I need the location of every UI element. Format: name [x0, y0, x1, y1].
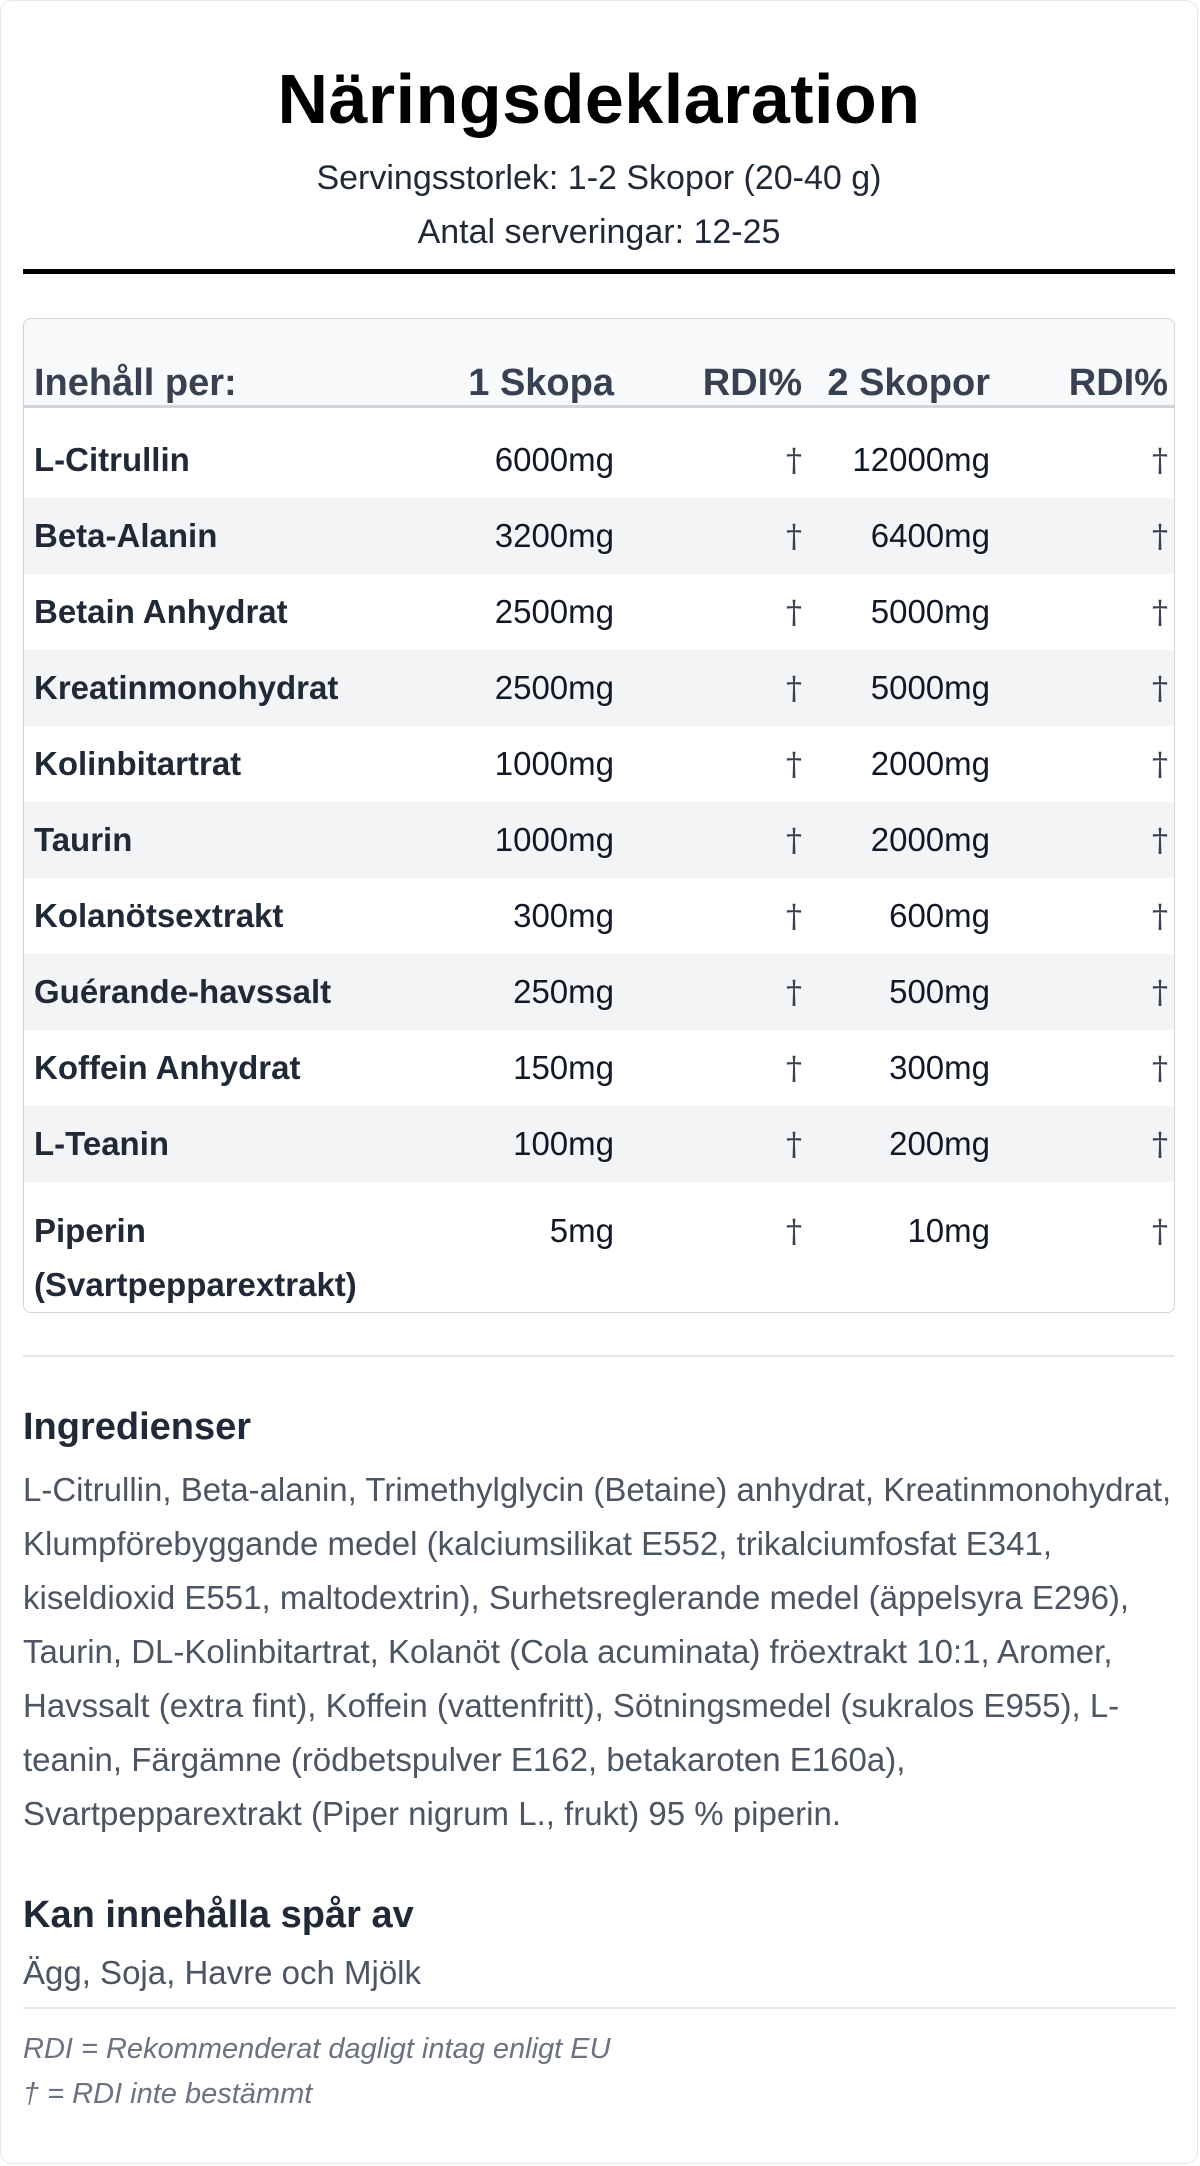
amount-two-scoops: 2000mg [812, 802, 1000, 878]
footnote-rdi: RDI = Rekommenderat dagligt intag enligt EU [23, 2033, 611, 2065]
rdi-one-scoop: † [624, 574, 812, 650]
rdi-one-scoop: † [624, 1106, 812, 1182]
amount-one-scoop: 3200mg [420, 498, 624, 574]
rdi-two-scoops: † [1000, 574, 1175, 650]
ingredient-name: L-Citrullin [24, 407, 420, 499]
ingredient-name: Kreatinmonohydrat [24, 650, 420, 726]
amount-one-scoop: 1000mg [420, 726, 624, 802]
servings-count: Antal serveringar: 12-25 [417, 213, 781, 251]
table-row [24, 407, 1175, 499]
amount-two-scoops: 300mg [812, 1030, 1000, 1106]
table-row [24, 954, 1175, 1030]
amount-one-scoop: 150mg [420, 1030, 624, 1106]
section-divider [23, 1355, 1175, 1357]
rdi-one-scoop: † [624, 1030, 812, 1106]
rdi-one-scoop: † [624, 726, 812, 802]
amount-one-scoop: 2500mg [420, 574, 624, 650]
ingredient-name: Guérande-havssalt [24, 954, 420, 1030]
amount-two-scoops: 5000mg [812, 650, 1000, 726]
amount-two-scoops: 600mg [812, 878, 1000, 954]
table-row [24, 1030, 1175, 1106]
ingredient-name: Beta-Alanin [24, 498, 420, 574]
rdi-two-scoops: † [1000, 726, 1175, 802]
ingredients-heading: Ingredienser [23, 1406, 252, 1448]
amount-two-scoops: 500mg [812, 954, 1000, 1030]
rdi-two-scoops: † [1000, 1106, 1175, 1182]
column-header-rdi-one: RDI% [624, 319, 812, 407]
ingredient-name: Taurin [24, 802, 420, 878]
amount-two-scoops: 2000mg [812, 726, 1000, 802]
table-row [24, 726, 1175, 802]
rdi-two-scoops: † [1000, 407, 1175, 499]
header-divider [23, 269, 1175, 274]
table-row [24, 650, 1175, 726]
rdi-one-scoop: † [624, 954, 812, 1030]
rdi-two-scoops: † [1000, 650, 1175, 726]
nutrition-table [24, 319, 1175, 1312]
page-title: Näringsdeklaration [277, 60, 921, 138]
amount-one-scoop: 6000mg [420, 407, 624, 499]
ingredient-name: Piperin (Svartpepparextrakt) [24, 1182, 420, 1312]
allergens-text: Ägg, Soja, Havre och Mjölk [23, 1954, 422, 1991]
table-row [24, 802, 1175, 878]
amount-two-scoops: 200mg [812, 1106, 1000, 1182]
amount-one-scoop: 5mg [420, 1182, 624, 1312]
ingredient-name: L-Teanin [24, 1106, 420, 1182]
amount-two-scoops: 12000mg [812, 407, 1000, 499]
rdi-two-scoops: † [1000, 498, 1175, 574]
table-header-row [24, 319, 1175, 407]
rdi-two-scoops: † [1000, 954, 1175, 1030]
footnote-dagger: † = RDI inte bestämmt [23, 2078, 313, 2110]
allergens-heading: Kan innehålla spår av [23, 1894, 414, 1936]
amount-one-scoop: 100mg [420, 1106, 624, 1182]
nutrition-table-container [23, 318, 1175, 1313]
ingredient-name: Koffein Anhydrat [24, 1030, 420, 1106]
table-row [24, 1182, 1175, 1312]
column-header-content: Inehåll per: [24, 319, 420, 407]
ingredient-name: Kolinbitartrat [24, 726, 420, 802]
ingredient-name: Kolanötsextrakt [24, 878, 420, 954]
ingredients-text: L-Citrullin, Beta-alanin, Trimethylglycin (Betaine) anhydrat, Kreatinmonohydrat, Klumpförebyggande medel (kalciumsilikat E552, trikalciumfosfat E341, kiseldioxid E551, maltodextrin), Surhetsreglerande medel (äppelsyra E296), Taurin, DL-Kolinbitartrat, Kolanöt (Cola acuminata) fröextrakt 10:1, Aromer, Havssalt (extra fint), Koffein (vattenfritt), Sötningsmedel (sukralos E955), L-teanin, Färgämne (rödbetspulver E162, betakaroten E160a), Svartpepparextrakt (Piper nigrum L., frukt) 95 % piperin. [23, 1471, 1172, 1832]
rdi-one-scoop: † [624, 802, 812, 878]
table-row [24, 498, 1175, 574]
amount-two-scoops: 6400mg [812, 498, 1000, 574]
nutrition-content [23, 1, 1175, 2117]
rdi-two-scoops: † [1000, 1030, 1175, 1106]
column-header-rdi-two: RDI% [1000, 319, 1175, 407]
ingredient-name: Betain Anhydrat [24, 574, 420, 650]
amount-two-scoops: 10mg [812, 1182, 1000, 1312]
footer-divider [23, 2007, 1175, 2009]
rdi-one-scoop: † [624, 407, 812, 499]
amount-two-scoops: 5000mg [812, 574, 1000, 650]
rdi-two-scoops: † [1000, 1182, 1175, 1312]
serving-size: Servingsstorlek: 1-2 Skopor (20-40 g) [316, 159, 882, 197]
rdi-one-scoop: † [624, 650, 812, 726]
amount-one-scoop: 300mg [420, 878, 624, 954]
table-row [24, 878, 1175, 954]
rdi-two-scoops: † [1000, 802, 1175, 878]
table-row [24, 574, 1175, 650]
amount-one-scoop: 250mg [420, 954, 624, 1030]
rdi-one-scoop: † [624, 1182, 812, 1312]
amount-one-scoop: 1000mg [420, 802, 624, 878]
column-header-two-scoops: 2 Skopor [812, 319, 1000, 407]
amount-one-scoop: 2500mg [420, 650, 624, 726]
table-row [24, 1106, 1175, 1182]
rdi-two-scoops: † [1000, 878, 1175, 954]
column-header-one-scoop: 1 Skopa [420, 319, 624, 407]
rdi-one-scoop: † [624, 498, 812, 574]
rdi-one-scoop: † [624, 878, 812, 954]
